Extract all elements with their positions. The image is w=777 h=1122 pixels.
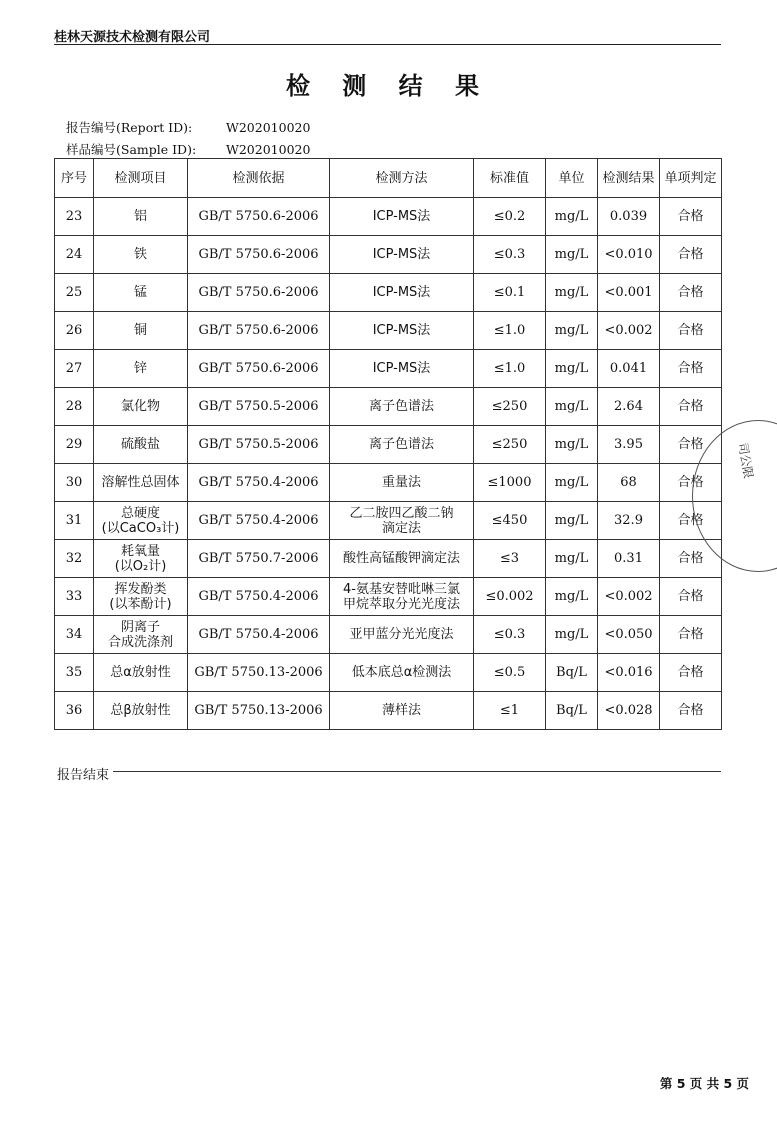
cell-unit: [546, 312, 598, 350]
cell-result-text: <0.050: [604, 627, 653, 642]
cell-item-text-line2: 合成洗涤剂: [107, 634, 173, 650]
cell-item-text: 锰: [133, 285, 147, 300]
report-id-value: W202010020: [226, 120, 311, 135]
cell-basis-text: GB/T 5750.6-2006: [198, 323, 319, 338]
cell-unit: [546, 464, 598, 502]
cell-basis-text: GB/T 5750.4-2006: [198, 589, 319, 604]
cell-result-text: <0.002: [604, 323, 653, 338]
cell-basis: [188, 274, 330, 312]
cell-method-text: 酸性高锰酸钾滴定法: [342, 551, 460, 566]
table-row: [55, 464, 722, 502]
table-row: [55, 388, 722, 426]
cell-standard: [474, 502, 546, 540]
cell-no: [55, 350, 94, 388]
table-row: [55, 692, 722, 730]
table-row: [55, 654, 722, 692]
sample-id-label: 样品编号(Sample ID):: [66, 142, 197, 157]
cell-result-text: <0.028: [604, 703, 653, 718]
cell-no: [55, 578, 94, 616]
cell-standard: [474, 198, 546, 236]
cell-verdict: [660, 236, 722, 274]
cell-no: [55, 464, 94, 502]
cell-item: [94, 388, 188, 426]
cell-standard-text: ≤250: [491, 437, 528, 452]
cell-result: [598, 388, 660, 426]
cell-method-text: ICP-MS法: [372, 361, 431, 376]
cell-unit-text: mg/L: [554, 285, 589, 300]
cell-result-text: <0.002: [604, 589, 653, 604]
cell-no-text: 31: [65, 513, 83, 528]
cell-method-text: 低本底总α检测法: [351, 665, 452, 680]
cell-basis-text: GB/T 5750.4-2006: [198, 513, 319, 528]
cell-no-text: 34: [65, 627, 83, 642]
results-table: [54, 158, 722, 730]
cell-unit: [546, 426, 598, 464]
cell-basis: [188, 540, 330, 578]
page-number: 第 5 页 共 5 页: [659, 1076, 749, 1091]
cell-verdict-text: 合格: [677, 361, 704, 376]
cell-unit: [546, 274, 598, 312]
cell-item-text: 溶解性总固体: [101, 475, 180, 490]
cell-unit: [546, 350, 598, 388]
cell-verdict: [660, 274, 722, 312]
cell-unit-text: mg/L: [554, 209, 589, 224]
cell-item-text: 总β放射性: [110, 703, 171, 718]
cell-basis: [188, 236, 330, 274]
cell-verdict: [660, 198, 722, 236]
cell-item: [94, 464, 188, 502]
cell-item: [94, 654, 188, 692]
cell-standard: [474, 540, 546, 578]
cell-unit-text: mg/L: [554, 323, 589, 338]
cell-verdict: [660, 312, 722, 350]
cell-result-text: <0.016: [604, 665, 653, 680]
cell-standard: [474, 350, 546, 388]
cell-unit: [546, 236, 598, 274]
cell-item: [94, 198, 188, 236]
cell-method: [330, 426, 474, 464]
cell-method-text: 乙二胺四乙酸二钠: [349, 505, 454, 521]
cell-unit-text: mg/L: [554, 513, 589, 528]
cell-standard-text: ≤0.2: [493, 209, 526, 224]
cell-standard: [474, 692, 546, 730]
cell-result-text: <0.010: [604, 247, 653, 262]
cell-item-text: 铜: [133, 323, 147, 338]
cell-result: [598, 692, 660, 730]
cell-unit: [546, 198, 598, 236]
cell-unit-text: mg/L: [554, 361, 589, 376]
cell-standard: [474, 616, 546, 654]
cell-no-text: 36: [65, 703, 83, 718]
cell-unit: [546, 616, 598, 654]
cell-method: [330, 692, 474, 730]
cell-method: [330, 350, 474, 388]
cell-basis: [188, 426, 330, 464]
cell-unit-text: mg/L: [554, 399, 589, 414]
cell-no-text: 26: [65, 323, 83, 338]
cell-method: [330, 540, 474, 578]
cell-verdict-text: 合格: [677, 589, 704, 604]
cell-item-text: 铁: [133, 247, 147, 262]
cell-verdict: [660, 350, 722, 388]
cell-result: [598, 350, 660, 388]
report-id-label: 报告编号(Report ID):: [66, 120, 193, 135]
cell-item-text-line2: (以O₂计): [114, 558, 167, 574]
cell-method: [330, 616, 474, 654]
cell-no-text: 25: [65, 285, 83, 300]
cell-no-text: 33: [65, 589, 83, 604]
cell-method-text: 离子色谱法: [368, 399, 434, 414]
cell-standard-text: ≤1.0: [493, 323, 526, 338]
cell-result: [598, 426, 660, 464]
cell-no: [55, 388, 94, 426]
cell-unit-text: mg/L: [554, 589, 589, 604]
cell-no: [55, 654, 94, 692]
cell-standard-text: ≤0.002: [485, 589, 534, 604]
cell-verdict-text: 合格: [677, 627, 704, 642]
cell-standard: [474, 274, 546, 312]
sample-id-value: W202010020: [226, 142, 311, 157]
cell-method-text: 薄样法: [381, 703, 421, 718]
cell-method: [330, 198, 474, 236]
cell-basis-text: GB/T 5750.5-2006: [198, 437, 319, 452]
cell-standard: [474, 578, 546, 616]
table-row: [55, 312, 722, 350]
cell-item-text: 铝: [133, 209, 147, 224]
cell-method: [330, 388, 474, 426]
cell-standard-text: ≤0.5: [493, 665, 526, 680]
cell-no: [55, 236, 94, 274]
cell-item: [94, 236, 188, 274]
cell-item-text: 挥发酚类: [114, 581, 167, 597]
cell-result-text: 2.64: [614, 399, 643, 414]
cell-verdict: [660, 578, 722, 616]
cell-method: [330, 654, 474, 692]
cell-method: [330, 578, 474, 616]
cell-unit-text: Bq/L: [556, 703, 587, 718]
cell-item: [94, 540, 188, 578]
cell-unit-text: mg/L: [554, 627, 589, 642]
results-body: [55, 198, 722, 730]
cell-basis-text: GB/T 5750.5-2006: [198, 399, 319, 414]
cell-verdict-text: 合格: [677, 513, 704, 528]
cell-method-text: ICP-MS法: [372, 323, 431, 338]
cell-item-text: 氯化物: [120, 399, 160, 414]
cell-result: [598, 236, 660, 274]
cell-standard-text: ≤1.0: [493, 361, 526, 376]
cell-basis-text: GB/T 5750.13-2006: [194, 703, 323, 718]
seal-text: 司公限: [735, 441, 756, 480]
cell-basis: [188, 350, 330, 388]
cell-result-text: 0.039: [609, 209, 648, 224]
header-basis: 检测依据: [188, 159, 330, 198]
cell-no-text: 23: [65, 209, 83, 224]
cell-method: [330, 502, 474, 540]
cell-no: [55, 502, 94, 540]
cell-verdict-text: 合格: [677, 399, 704, 414]
header-method: 检测方法: [330, 159, 474, 198]
table-row: [55, 198, 722, 236]
report-id-line: [66, 118, 310, 136]
table-row: [55, 426, 722, 464]
cell-basis-text: GB/T 5750.6-2006: [198, 209, 319, 224]
cell-unit-text: mg/L: [554, 551, 589, 566]
cell-verdict-text: 合格: [677, 665, 704, 680]
cell-no-text: 24: [65, 247, 83, 262]
cell-verdict: [660, 388, 722, 426]
cell-basis: [188, 502, 330, 540]
cell-method-text-line2: 滴定法: [381, 520, 421, 536]
cell-standard-text: ≤250: [491, 399, 528, 414]
cell-verdict-text: 合格: [677, 437, 704, 452]
table-row: [55, 502, 722, 540]
page-title: 检 测 结 果: [285, 72, 492, 100]
cell-no: [55, 616, 94, 654]
table-row: [55, 540, 722, 578]
cell-item-text: 阴离子: [120, 619, 160, 635]
cell-item-text: 耗氧量: [120, 543, 160, 559]
header-standard: 标准值: [474, 159, 546, 198]
cell-no: [55, 540, 94, 578]
sample-id-line: [66, 140, 310, 158]
cell-no: [55, 274, 94, 312]
cell-item: [94, 274, 188, 312]
cell-item-text: 锌: [133, 361, 147, 376]
cell-item-text-line2: (以苯酚计): [109, 596, 172, 612]
table-row: [55, 616, 722, 654]
end-divider: [110, 771, 721, 772]
table-header-row: [55, 159, 722, 198]
cell-no-text: 29: [65, 437, 83, 452]
cell-standard: [474, 312, 546, 350]
cell-method-text: 亚甲蓝分光光度法: [349, 627, 454, 642]
cell-basis-text: GB/T 5750.6-2006: [198, 247, 319, 262]
company-name: 桂林天源技术检测有限公司: [54, 30, 211, 45]
cell-basis-text: GB/T 5750.6-2006: [198, 361, 319, 376]
cell-item: [94, 312, 188, 350]
cell-method: [330, 312, 474, 350]
cell-item-text: 总硬度: [120, 505, 160, 521]
cell-verdict-text: 合格: [677, 703, 704, 718]
cell-method: [330, 464, 474, 502]
cell-result: [598, 616, 660, 654]
cell-item-text: 硫酸盐: [120, 437, 160, 452]
report-end-label: 报告结束: [57, 764, 113, 783]
cell-method: [330, 274, 474, 312]
cell-result-text: 0.31: [614, 551, 643, 566]
cell-item: [94, 578, 188, 616]
cell-verdict-text: 合格: [677, 209, 704, 224]
cell-verdict: [660, 616, 722, 654]
cell-item: [94, 426, 188, 464]
cell-method-text: ICP-MS法: [372, 209, 431, 224]
header-item: 检测项目: [94, 159, 188, 198]
cell-verdict: [660, 654, 722, 692]
table-row: [55, 350, 722, 388]
cell-standard-text: ≤1000: [487, 475, 532, 490]
cell-unit-text: Bq/L: [556, 665, 587, 680]
cell-standard-text: ≤1: [499, 703, 520, 718]
cell-method-text-line2: 甲烷萃取分光光度法: [342, 596, 460, 612]
cell-result: [598, 540, 660, 578]
cell-method-text: 离子色谱法: [368, 437, 434, 452]
cell-standard: [474, 464, 546, 502]
cell-item: [94, 616, 188, 654]
cell-basis: [188, 578, 330, 616]
cell-basis: [188, 312, 330, 350]
table-row: [55, 578, 722, 616]
cell-method-text: 4-氨基安替吡啉三氯: [343, 581, 460, 597]
cell-basis: [188, 198, 330, 236]
cell-item: [94, 502, 188, 540]
cell-standard: [474, 654, 546, 692]
table-row: [55, 274, 722, 312]
cell-item-text-line2: (以CaCO₃计): [101, 520, 180, 536]
cell-result-text: 32.9: [614, 513, 643, 528]
cell-unit: [546, 578, 598, 616]
cell-no-text: 27: [65, 361, 83, 376]
cell-result-text: 0.041: [609, 361, 648, 376]
header-divider: [54, 44, 721, 45]
cell-standard-text: ≤0.1: [493, 285, 526, 300]
header-no: 序号: [55, 159, 94, 198]
cell-basis: [188, 654, 330, 692]
cell-verdict-text: 合格: [677, 323, 704, 338]
cell-result: [598, 502, 660, 540]
cell-result: [598, 274, 660, 312]
cell-result: [598, 578, 660, 616]
cell-no-text: 28: [65, 399, 83, 414]
cell-basis: [188, 692, 330, 730]
cell-unit: [546, 654, 598, 692]
cell-basis-text: GB/T 5750.13-2006: [194, 665, 323, 680]
cell-unit-text: mg/L: [554, 475, 589, 490]
cell-basis-text: GB/T 5750.4-2006: [198, 475, 319, 490]
cell-unit: [546, 388, 598, 426]
cell-result: [598, 312, 660, 350]
header-verdict: 单项判定: [660, 159, 722, 198]
cell-standard: [474, 426, 546, 464]
cell-basis: [188, 388, 330, 426]
cell-standard-text: ≤3: [499, 551, 520, 566]
cell-no: [55, 692, 94, 730]
cell-method-text: 重量法: [381, 475, 421, 490]
cell-result: [598, 464, 660, 502]
cell-item-text: 总α放射性: [110, 665, 171, 680]
cell-basis-text: GB/T 5750.6-2006: [198, 285, 319, 300]
cell-unit-text: mg/L: [554, 437, 589, 452]
cell-standard-text: ≤450: [491, 513, 528, 528]
cell-method-text: ICP-MS法: [372, 247, 431, 262]
cell-item: [94, 692, 188, 730]
cell-result: [598, 654, 660, 692]
cell-no: [55, 198, 94, 236]
cell-verdict-text: 合格: [677, 475, 704, 490]
header-result: 检测结果: [598, 159, 660, 198]
cell-item: [94, 350, 188, 388]
cell-method-text: ICP-MS法: [372, 285, 431, 300]
cell-standard: [474, 236, 546, 274]
cell-result-text: <0.001: [604, 285, 653, 300]
cell-result-text: 3.95: [614, 437, 643, 452]
cell-basis: [188, 616, 330, 654]
cell-no: [55, 426, 94, 464]
cell-basis: [188, 464, 330, 502]
cell-unit: [546, 692, 598, 730]
cell-unit: [546, 502, 598, 540]
table-row: [55, 236, 722, 274]
cell-no: [55, 312, 94, 350]
cell-standard-text: ≤0.3: [493, 247, 526, 262]
cell-no-text: 32: [65, 551, 83, 566]
cell-standard-text: ≤0.3: [493, 627, 526, 642]
cell-unit-text: mg/L: [554, 247, 589, 262]
cell-verdict: [660, 692, 722, 730]
cell-unit: [546, 540, 598, 578]
cell-no-text: 35: [65, 665, 83, 680]
cell-basis-text: GB/T 5750.7-2006: [198, 551, 319, 566]
cell-basis-text: GB/T 5750.4-2006: [198, 627, 319, 642]
cell-verdict-text: 合格: [677, 247, 704, 262]
header-unit: 单位: [546, 159, 598, 198]
cell-no-text: 30: [65, 475, 83, 490]
cell-verdict-text: 合格: [677, 551, 704, 566]
cell-method: [330, 236, 474, 274]
cell-result-text: 68: [620, 475, 637, 490]
cell-verdict-text: 合格: [677, 285, 704, 300]
cell-standard: [474, 388, 546, 426]
cell-result: [598, 198, 660, 236]
